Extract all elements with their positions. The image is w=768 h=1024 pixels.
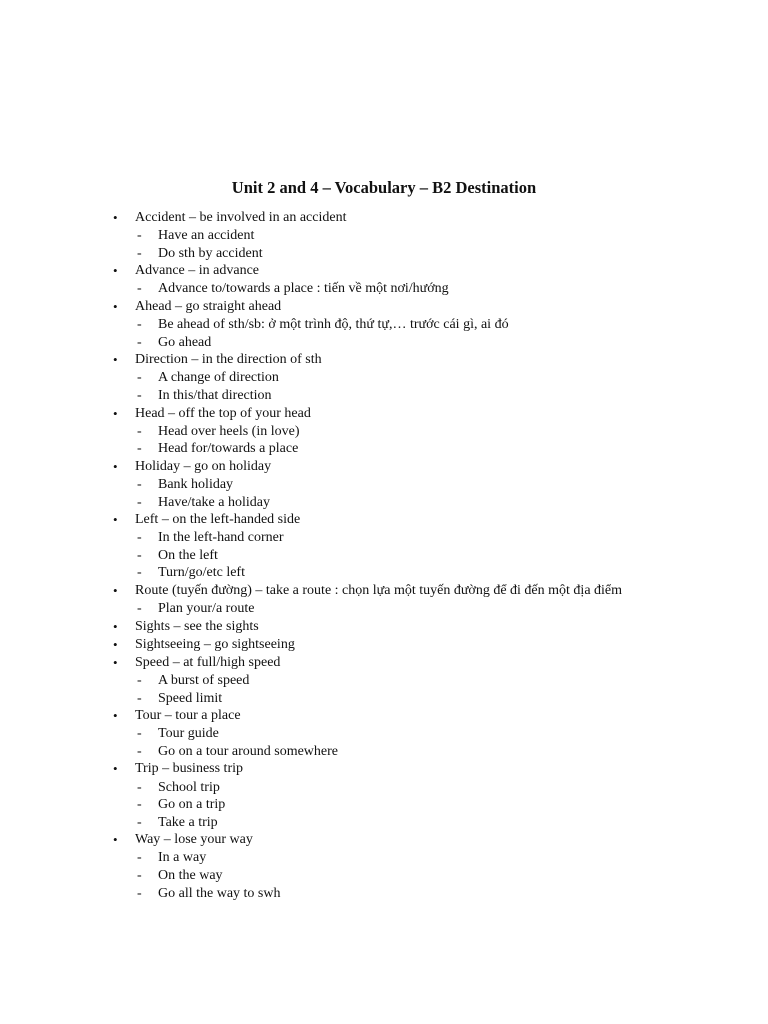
dash-marker: - bbox=[137, 814, 142, 830]
vocab-sublist bbox=[0, 725, 768, 760]
vocab-headword: Direction – in the direction of sth bbox=[135, 352, 322, 368]
vocab-entry-line bbox=[0, 458, 768, 476]
vocab-entry-line bbox=[0, 511, 768, 529]
vocab-headword: Head – off the top of your head bbox=[135, 405, 311, 421]
dash-marker: - bbox=[137, 441, 142, 457]
dash-marker: - bbox=[137, 565, 142, 581]
vocab-subitem bbox=[0, 690, 768, 708]
bullet-icon: • bbox=[113, 458, 118, 474]
bullet-icon: • bbox=[113, 512, 118, 528]
vocab-sublist bbox=[0, 600, 768, 618]
dash-marker: - bbox=[137, 779, 142, 795]
vocab-entry-line bbox=[0, 298, 768, 316]
vocab-entry bbox=[0, 298, 768, 351]
vocab-entry bbox=[0, 636, 768, 654]
vocab-entry-line bbox=[0, 760, 768, 778]
dash-marker: - bbox=[137, 885, 142, 901]
dash-marker: - bbox=[137, 476, 142, 492]
vocab-headword: Advance – in advance bbox=[135, 263, 259, 279]
vocab-subitem-text: Advance to/towards a place : tiến về một nơi/hướng bbox=[158, 281, 449, 297]
vocab-sublist bbox=[0, 476, 768, 511]
vocab-headword: Way – lose your way bbox=[135, 832, 253, 848]
dash-marker: - bbox=[137, 797, 142, 813]
vocab-headword: Sights – see the sights bbox=[135, 618, 259, 634]
dash-marker: - bbox=[137, 317, 142, 333]
vocab-subitem-text: On the left bbox=[158, 547, 218, 563]
vocab-sublist bbox=[0, 672, 768, 707]
dash-marker: - bbox=[137, 726, 142, 742]
vocab-entry bbox=[0, 511, 768, 582]
vocab-sublist bbox=[0, 849, 768, 902]
vocab-headword: Holiday – go on holiday bbox=[135, 458, 272, 474]
vocab-subitem bbox=[0, 547, 768, 565]
vocab-sublist bbox=[0, 369, 768, 404]
vocab-subitem bbox=[0, 423, 768, 441]
vocab-subitem bbox=[0, 316, 768, 334]
vocab-subitem bbox=[0, 227, 768, 245]
vocab-subitem bbox=[0, 779, 768, 797]
vocab-subitem-text: Speed limit bbox=[158, 690, 223, 706]
vocab-subitem bbox=[0, 369, 768, 387]
vocab-subitem bbox=[0, 743, 768, 761]
vocab-headword: Speed – at full/high speed bbox=[135, 654, 281, 670]
bullet-icon: • bbox=[113, 761, 118, 777]
vocab-subitem bbox=[0, 849, 768, 867]
vocab-entry-line bbox=[0, 582, 768, 600]
vocab-subitem-text: Tour guide bbox=[158, 726, 219, 742]
page-title: Unit 2 and 4 – Vocabulary – B2 Destination bbox=[231, 178, 537, 197]
vocab-subitem-text: Bank holiday bbox=[158, 476, 234, 492]
vocab-subitem-text: Go ahead bbox=[158, 334, 212, 350]
vocab-entry-line bbox=[0, 262, 768, 280]
vocab-subitem-text: In this/that direction bbox=[158, 387, 272, 403]
bullet-icon: • bbox=[113, 618, 118, 634]
vocab-entry bbox=[0, 582, 768, 618]
vocab-subitem bbox=[0, 280, 768, 298]
dash-marker: - bbox=[137, 334, 142, 350]
vocab-subitem-text: In the left-hand corner bbox=[158, 530, 284, 546]
vocab-subitem-text: Do sth by accident bbox=[158, 245, 263, 261]
vocab-entry-line bbox=[0, 654, 768, 672]
dash-marker: - bbox=[137, 601, 142, 617]
bullet-icon: • bbox=[113, 352, 118, 368]
vocab-sublist bbox=[0, 280, 768, 298]
vocab-subitem-text: Go on a trip bbox=[158, 797, 226, 813]
vocab-entry bbox=[0, 831, 768, 902]
vocab-subitem-text: Go on a tour around somewhere bbox=[158, 743, 339, 759]
bullet-icon: • bbox=[113, 210, 118, 225]
bullet-icon: • bbox=[113, 654, 118, 670]
vocab-entry-line bbox=[0, 618, 768, 636]
vocab-subitem-text: Turn/go/etc left bbox=[158, 565, 245, 581]
vocab-subitem-text: Head over heels (in love) bbox=[158, 423, 300, 439]
vocab-entry-line bbox=[0, 209, 768, 227]
vocab-subitem bbox=[0, 334, 768, 352]
dash-marker: - bbox=[137, 672, 142, 688]
vocab-entry bbox=[0, 351, 768, 404]
vocab-subitem-text: Plan your/a route bbox=[158, 601, 255, 617]
bullet-icon: • bbox=[113, 263, 118, 279]
vocab-entry bbox=[0, 405, 768, 458]
dash-marker: - bbox=[137, 370, 142, 386]
vocab-sublist bbox=[0, 779, 768, 832]
vocab-headword: Left – on the left-handed side bbox=[135, 512, 301, 528]
vocab-entry-line bbox=[0, 405, 768, 423]
bullet-icon: • bbox=[113, 708, 118, 724]
vocab-subitem bbox=[0, 440, 768, 458]
vocab-headword: Ahead – go straight ahead bbox=[135, 298, 282, 314]
vocab-subitem-text: Take a trip bbox=[158, 814, 218, 830]
vocab-subitem bbox=[0, 387, 768, 405]
vocab-subitem-text: School trip bbox=[158, 779, 220, 795]
dash-marker: - bbox=[137, 281, 142, 297]
vocab-subitem-text: Go all the way to swh bbox=[158, 885, 281, 901]
vocab-subitem bbox=[0, 867, 768, 885]
vocab-subitem-text: A burst of speed bbox=[158, 672, 250, 688]
vocab-entry bbox=[0, 760, 768, 831]
dash-marker: - bbox=[137, 228, 142, 244]
vocab-subitem-text: Head for/towards a place bbox=[158, 441, 299, 457]
dash-marker: - bbox=[137, 423, 142, 439]
vocab-sublist bbox=[0, 423, 768, 458]
vocab-subitem-text: Have an accident bbox=[158, 228, 255, 244]
dash-marker: - bbox=[137, 245, 142, 261]
vocab-entry bbox=[0, 707, 768, 760]
bullet-icon: • bbox=[113, 582, 118, 598]
dash-marker: - bbox=[137, 690, 142, 706]
bullet-icon: • bbox=[113, 298, 118, 314]
vocab-headword: Route (tuyến đường) – take a route : chọn lựa một tuyến đường để đi đến một địa điểm bbox=[135, 582, 623, 598]
dash-marker: - bbox=[137, 850, 142, 866]
vocab-entry-line bbox=[0, 351, 768, 369]
vocab-subitem bbox=[0, 672, 768, 690]
vocab-subitem bbox=[0, 529, 768, 547]
vocabulary-list bbox=[0, 209, 768, 902]
vocab-headword: Trip – business trip bbox=[135, 761, 244, 777]
vocab-subitem bbox=[0, 245, 768, 263]
vocab-entry bbox=[0, 458, 768, 511]
vocab-entry-line bbox=[0, 831, 768, 849]
vocab-entry-line bbox=[0, 636, 768, 654]
vocab-subitem bbox=[0, 564, 768, 582]
dash-marker: - bbox=[137, 530, 142, 546]
vocab-subitem bbox=[0, 796, 768, 814]
bullet-icon: • bbox=[113, 832, 118, 848]
dash-marker: - bbox=[137, 494, 142, 510]
bullet-icon: • bbox=[113, 405, 118, 421]
vocab-subitem bbox=[0, 476, 768, 494]
vocab-headword: Tour – tour a place bbox=[135, 708, 241, 724]
vocab-entry bbox=[0, 262, 768, 298]
vocab-subitem bbox=[0, 814, 768, 832]
dash-marker: - bbox=[137, 387, 142, 403]
vocab-subitem-text: In a way bbox=[158, 850, 207, 866]
vocab-subitem-text: A change of direction bbox=[158, 370, 279, 386]
vocab-entry-line bbox=[0, 707, 768, 725]
vocab-sublist bbox=[0, 529, 768, 582]
vocab-subitem-text: Be ahead of sth/sb: ở một trình độ, thứ tự,… trước cái gì, ai đó bbox=[158, 317, 509, 333]
bullet-icon: • bbox=[113, 636, 118, 652]
vocab-subitem-text: On the way bbox=[158, 867, 223, 883]
vocab-entry bbox=[0, 209, 768, 262]
dash-marker: - bbox=[137, 867, 142, 883]
vocab-sublist bbox=[0, 227, 768, 262]
vocab-subitem bbox=[0, 725, 768, 743]
vocab-entry bbox=[0, 618, 768, 636]
dash-marker: - bbox=[137, 743, 142, 759]
vocab-subitem bbox=[0, 494, 768, 512]
vocab-sublist bbox=[0, 316, 768, 351]
vocab-subitem-text: Have/take a holiday bbox=[158, 494, 270, 510]
vocab-headword: Sightseeing – go sightseeing bbox=[135, 636, 295, 652]
dash-marker: - bbox=[137, 547, 142, 563]
vocab-subitem bbox=[0, 600, 768, 618]
vocab-entry bbox=[0, 654, 768, 707]
vocab-headword: Accident – be involved in an accident bbox=[135, 210, 347, 225]
vocab-subitem bbox=[0, 885, 768, 903]
